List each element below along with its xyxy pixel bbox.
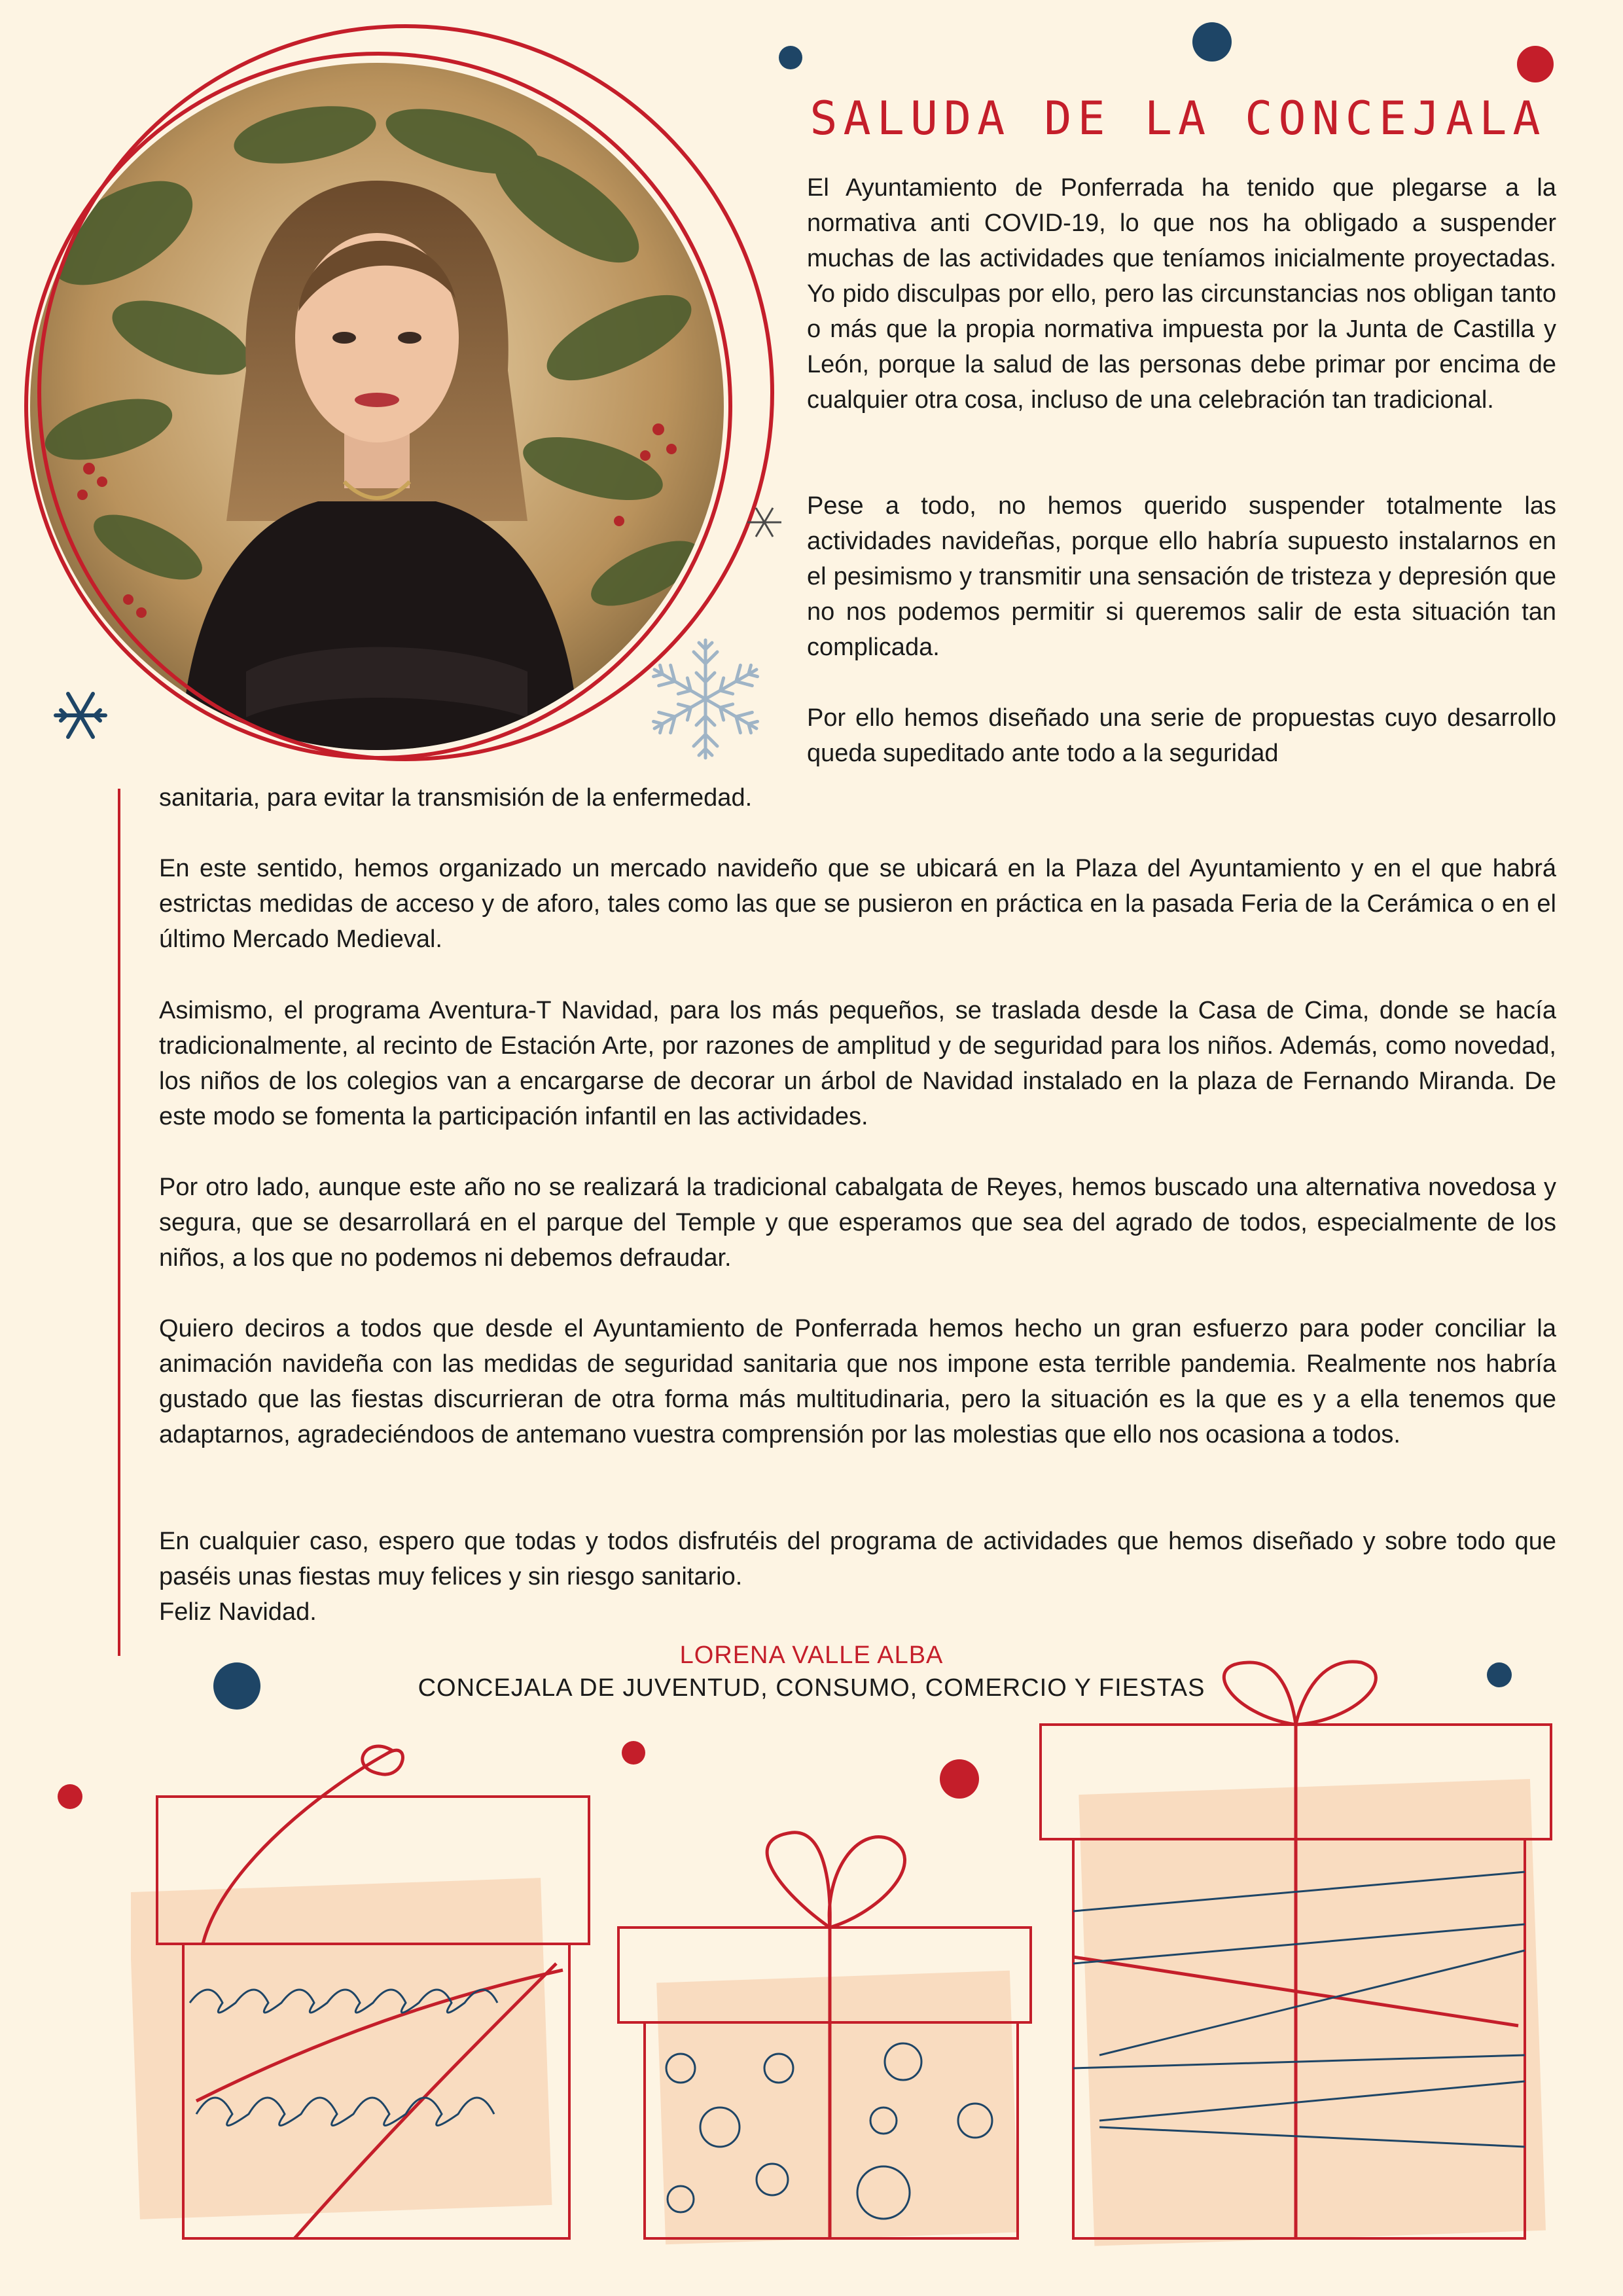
snowflake-icon [640, 634, 771, 764]
paragraph: Por ello hemos diseñado una serie de propuestas cuyo desarrollo queda supeditado ante todo a la seguridad [807, 704, 1556, 767]
page-title: SALUDA DE LA CONCEJALA [810, 92, 1546, 145]
decorative-dot [58, 1784, 82, 1809]
paragraph-continuation: sanitaria, para evitar la transmisión de la enfermedad. [159, 784, 753, 812]
decorative-dot [779, 46, 802, 69]
decorative-dot [1192, 22, 1232, 62]
closing-line: Feliz Navidad. [159, 1598, 317, 1626]
signature-role: CONCEJALA DE JUVENTUD, CONSUMO, COMERCIO Y FIESTAS [418, 1674, 1205, 1702]
decorative-dot [940, 1759, 979, 1799]
paragraph: El Ayuntamiento de Ponferrada ha tenido que plegarse a la normativa anti COVID-19, lo que nos ha obligado a suspender muchas de las actividades que teníamos inicialmente proyectadas. Yo pido disculpas por ello, pero las circunstancias nos obligan tanto o más que la propia normativa impuesta por la Junta de Castilla y León, porque la salud de las personas debe primar por encima de cualquier otra cosa, incluso de una celebración tan tradicional. [807, 174, 1556, 414]
decorative-dot [622, 1741, 645, 1765]
gift-box-icon [131, 1734, 602, 2245]
margin-rule [118, 789, 120, 1656]
paragraph: Asimismo, el programa Aventura-T Navidad, para los más pequeños, se traslada desde la Casa de Cima, donde se hacía tradicionalmente, al recinto de Estación Arte, por razones de amplitud y de seguridad para los niños. Además, como novedad, los niños de los colegios van a encargarse de decorar un árbol de Navidad instalado en la plaza de Fernando Miranda. De este modo se fomenta la participación infantil en las actividades. [159, 997, 1556, 1130]
paragraph: Quiero deciros a todos que desde el Ayuntamiento de Ponferrada hemos hecho un gran esfuerzo para poder conciliar la animación navideña con las medidas de seguridad sanitaria que nos impone esta terrible pandemia. Realmente nos habría gustado que las fiestas discurrieran de otra forma más multitudinaria, pero la situación es la que es y a ella tenemos que adaptarnos, agradeciéndoos de antemano vuestra comprensión por las molestias que ello nos ocasiona a todos. [159, 1315, 1556, 1448]
paragraph: Pese a todo, no hemos querido suspender totalmente las actividades navideñas, porque ello habría supuesto instalarnos en el pesimismo y transmitir una sensación de tristeza y depresión que no nos podemos permitir si queremos salir de esta situación tan complicada. [807, 492, 1556, 661]
snowflake-icon [52, 687, 109, 744]
paragraph: En cualquier caso, espero que todas y todos disfrutéis del programa de actividades que hemos diseñado y sobre todo que paséis unas fiestas muy felices y sin riesgo sanitario. [159, 1528, 1556, 1590]
paragraph: Por otro lado, aunque este año no se realizará la tradicional cabalgata de Reyes, hemos buscado una alternativa novedosa y segura, que se desarrollará en el parque del Temple y que esperamos que sea del agrado de todos, especialmente de los niños, a los que no podemos ni debemos defraudar. [159, 1174, 1556, 1272]
decorative-dot [1517, 46, 1554, 82]
gift-box-icon [609, 1813, 1034, 2245]
gift-box-icon [1034, 1649, 1558, 2251]
paragraph: En este sentido, hemos organizado un mercado navideño que se ubicará en la Plaza del Ayuntamiento y en el que habrá estrictas medidas de acceso y de aforo, tales como las que se pusieron en práctica en la pasada Feria de la Cerámica o en el último Mercado Medieval. [159, 855, 1556, 953]
snowflake-icon [745, 503, 784, 542]
signature-name: LORENA VALLE ALBA [679, 1641, 944, 1669]
